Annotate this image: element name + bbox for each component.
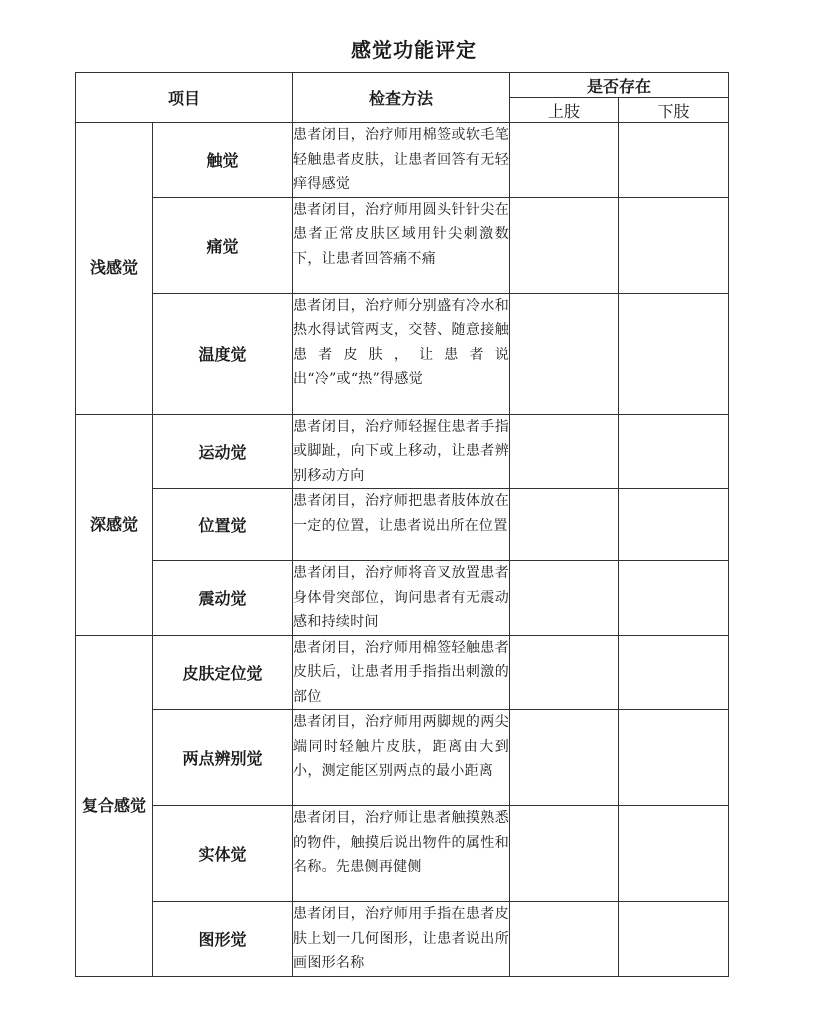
upper-vibration-cell[interactable] (510, 561, 619, 636)
upper-touch-cell[interactable] (510, 123, 619, 198)
lower-position-cell[interactable] (619, 489, 729, 561)
lower-two-point-cell[interactable] (619, 710, 729, 806)
table-row (76, 902, 729, 977)
header-upper-limb: 上肢 (510, 98, 619, 123)
table-row (76, 197, 729, 293)
method-graphesthesia: 患者闭目，治疗师用手指在患者皮肤上划一几何图形，让患者说出所画图形名称 (293, 902, 510, 977)
upper-pain-cell[interactable] (510, 197, 619, 293)
item-two-point: 两点辨别觉 (153, 710, 293, 806)
method-touch: 患者闭目，治疗师用棉签或软毛笔轻触患者皮肤，让患者回答有无轻痒得感觉 (293, 123, 510, 198)
upper-motion-cell[interactable] (510, 414, 619, 489)
table-row (76, 635, 729, 710)
lower-temperature-cell[interactable] (619, 293, 729, 414)
header-lower-limb: 下肢 (619, 98, 729, 123)
upper-two-point-cell[interactable] (510, 710, 619, 806)
upper-position-cell[interactable] (510, 489, 619, 561)
method-skin-localization: 患者闭目，治疗师用棉签轻触患者皮肤后，让患者用手指指出刺激的部位 (293, 635, 510, 710)
method-two-point: 患者闭目，治疗师用两脚规的两尖端同时轻触片皮肤，距离由大到小，测定能区别两点的最小距离 (293, 710, 510, 806)
upper-graphesthesia-cell[interactable] (510, 902, 619, 977)
lower-pain-cell[interactable] (619, 197, 729, 293)
item-temperature: 温度觉 (153, 293, 293, 414)
method-temperature: 患者闭目，治疗师分别盛有冷水和热水得试管两支，交替、随意接触患者皮肤，让患者说出“冷”或“热”得感觉 (293, 293, 510, 414)
lower-vibration-cell[interactable] (619, 561, 729, 636)
table-row (76, 293, 729, 414)
method-pain: 患者闭目，治疗师用圆头针针尖在患者正常皮肤区域用针尖刺激数下，让患者回答痛不痛 (293, 197, 510, 293)
item-vibration: 震动觉 (153, 561, 293, 636)
upper-stereognosis-cell[interactable] (510, 806, 619, 902)
header-exists: 是否存在 (510, 73, 729, 98)
item-pain: 痛觉 (153, 197, 293, 293)
table-row (76, 414, 729, 489)
item-stereognosis: 实体觉 (153, 806, 293, 902)
method-motion: 患者闭目，治疗师轻握住患者手指或脚趾，向下或上移动，让患者辨别移动方向 (293, 414, 510, 489)
lower-touch-cell[interactable] (619, 123, 729, 198)
lower-stereognosis-cell[interactable] (619, 806, 729, 902)
table-row (76, 123, 729, 198)
category-deep: 深感觉 (76, 414, 153, 635)
category-shallow: 浅感觉 (76, 123, 153, 415)
header-method: 检查方法 (293, 73, 510, 123)
lower-skin-localization-cell[interactable] (619, 635, 729, 710)
table-row (76, 561, 729, 636)
lower-graphesthesia-cell[interactable] (619, 902, 729, 977)
item-skin-localization: 皮肤定位觉 (153, 635, 293, 710)
item-graphesthesia: 图形觉 (153, 902, 293, 977)
header-item: 项目 (76, 73, 293, 123)
method-vibration: 患者闭目，治疗师将音叉放置患者身体骨突部位，询问患者有无震动感和持续时间 (293, 561, 510, 636)
item-motion: 运动觉 (153, 414, 293, 489)
item-touch: 触觉 (153, 123, 293, 198)
category-composite: 复合感觉 (76, 635, 153, 976)
lower-motion-cell[interactable] (619, 414, 729, 489)
item-position: 位置觉 (153, 489, 293, 561)
table-row (76, 489, 729, 561)
method-stereognosis: 患者闭目，治疗师让患者触摸熟悉的物件，触摸后说出物件的属性和名称。先患侧再健侧 (293, 806, 510, 902)
method-position: 患者闭目，治疗师把患者肢体放在一定的位置，让患者说出所在位置 (293, 489, 510, 561)
sensory-evaluation-table (75, 72, 729, 977)
table-row (76, 710, 729, 806)
page-title: 感觉功能评定 (351, 38, 477, 62)
upper-skin-localization-cell[interactable] (510, 635, 619, 710)
upper-temperature-cell[interactable] (510, 293, 619, 414)
table-row (76, 806, 729, 902)
